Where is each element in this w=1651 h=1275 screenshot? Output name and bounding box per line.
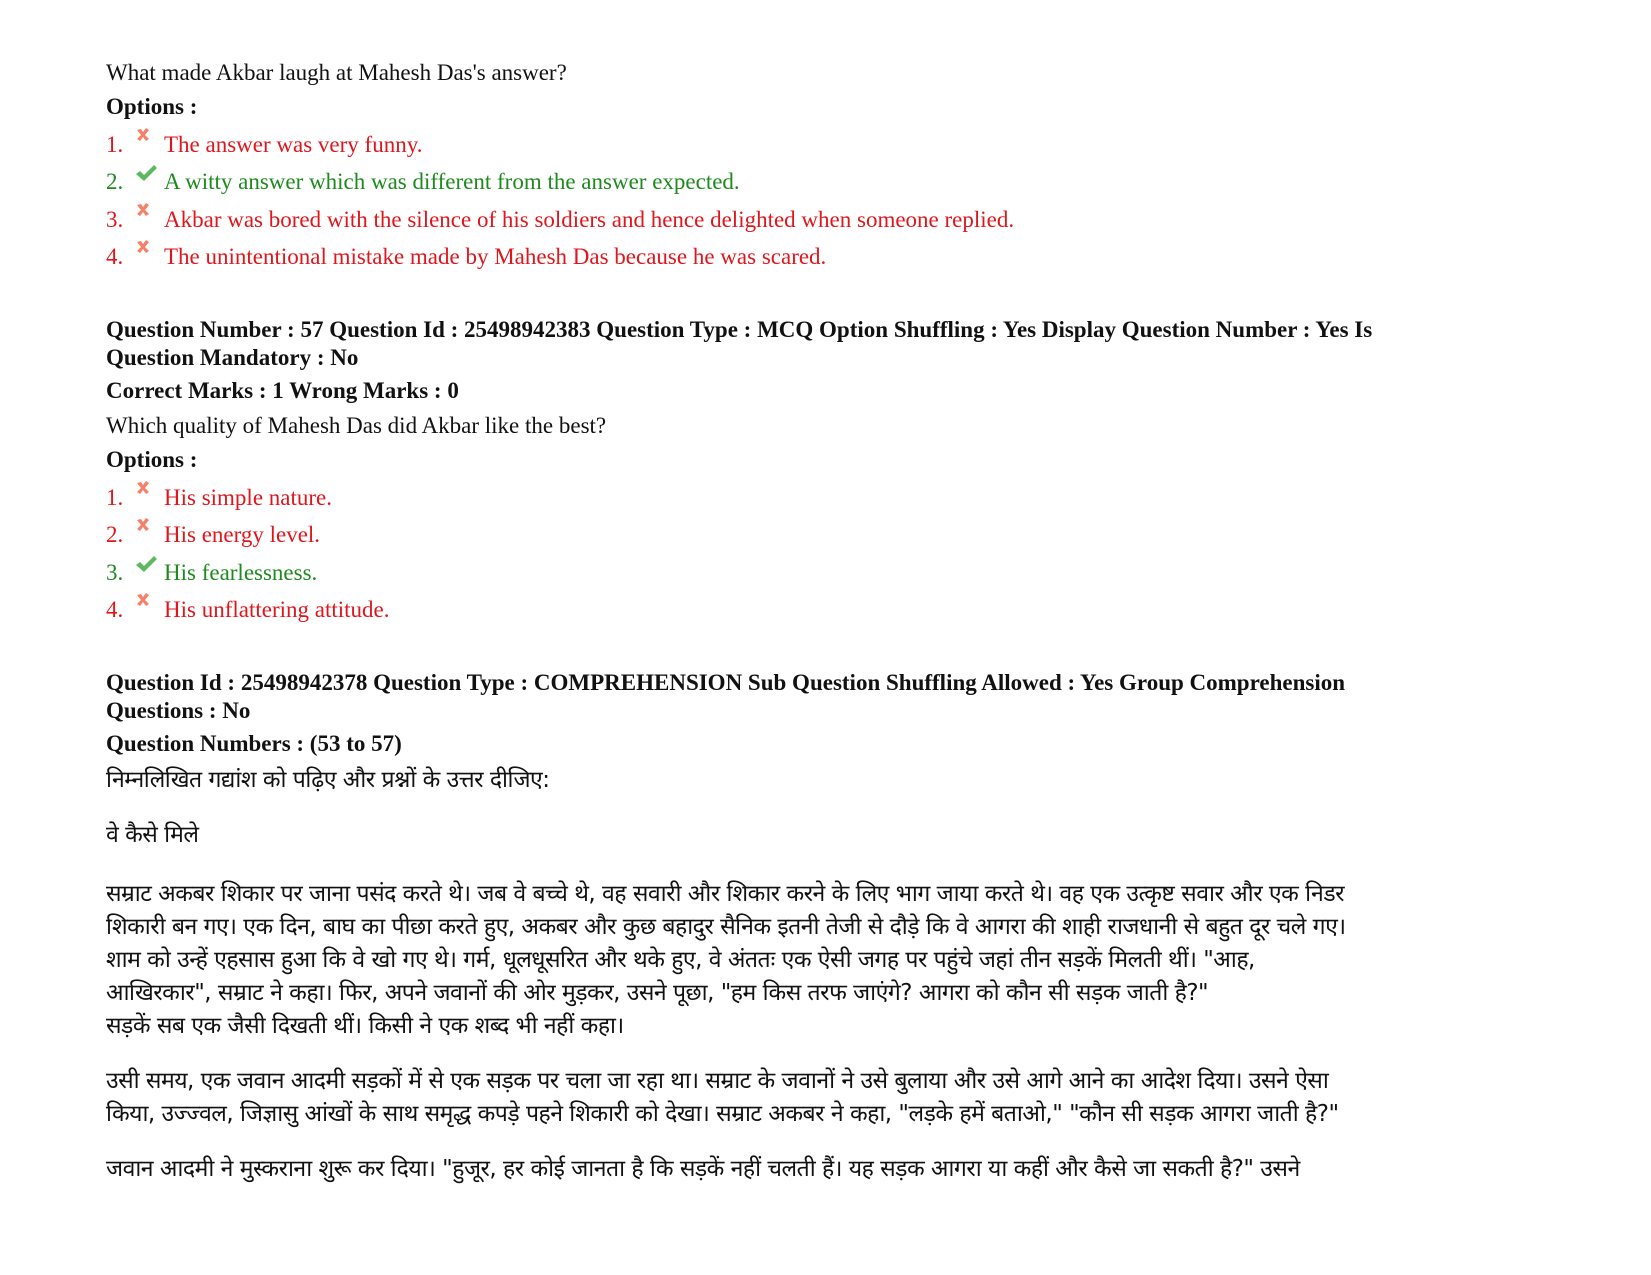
cross-icon (134, 130, 164, 160)
question-57-text: Which quality of Mahesh Das did Akbar like the best? (106, 413, 607, 438)
question-56-options-label: Options : (106, 94, 198, 119)
option-number: 3. (106, 206, 124, 232)
passage-paragraph-1 (106, 878, 1586, 1043)
question-57-options (106, 479, 1586, 629)
question-57-meta (106, 316, 1586, 372)
passage-paragraph-1-line-3: शाम को उन्हें एहसास हुआ कि वे खो गए थे। गर्म, धूलधूसरित और थके हुए, वे अंततः एक ऐसी जगह पर पहुंचे जहां तीन सड़कें मिलती थीं। "आह, (106, 947, 1255, 973)
question-57-meta-line1: Question Number : 57 Question Id : 25498942383 Question Type : MCQ Option Shuffling : Yes Display Question Number : Yes Is (106, 317, 1373, 342)
question-57-option-1 (106, 479, 1586, 517)
option-text: His unflattering attitude. (164, 597, 390, 623)
option-number: 2. (106, 522, 124, 548)
option-number: 1. (106, 131, 124, 157)
question-57-option-3 (106, 554, 1586, 592)
question-57-option-4 (106, 592, 1586, 630)
option-number: 2. (106, 169, 124, 195)
option-text: His energy level. (164, 522, 321, 548)
question-56-text: What made Akbar laugh at Mahesh Das's answer? (106, 60, 567, 85)
question-57-option-2 (106, 517, 1586, 555)
question-57-marks: Correct Marks : 1 Wrong Marks : 0 (106, 378, 459, 403)
cross-icon (134, 205, 164, 235)
comprehension-meta-line1: Question Id : 25498942378 Question Type : COMPREHENSION Sub Question Shuffling Allowed : Yes Group Comprehension (106, 670, 1346, 695)
comprehension-meta (106, 669, 1586, 725)
question-paper-page (106, 58, 1586, 1186)
passage-paragraph-2-line-2: किया, उज्ज्वल, जिज्ञासु आंखों के साथ समृद्ध कपड़े पहने शिकारी को देखा। सम्राट अकबर ने कहा, "लड़के हमें बताओ," "कौन सी सड़क आगरा जाती है?" (106, 1101, 1339, 1127)
question-56-block (106, 58, 1586, 276)
question-56-options (106, 126, 1586, 276)
question-57-meta-line2: Question Mandatory : No (106, 345, 359, 370)
cross-icon (134, 242, 164, 272)
option-text: The unintentional mistake made by Mahesh Das because he was scared. (164, 244, 827, 270)
comprehension-block (106, 669, 1586, 1186)
question-57-block (106, 316, 1586, 629)
option-text: The answer was very funny. (164, 131, 423, 157)
option-number: 3. (106, 559, 124, 585)
option-text: A witty answer which was different from the answer expected. (164, 169, 740, 195)
cross-icon (134, 483, 164, 513)
checkmark-icon (134, 558, 164, 588)
comprehension-instruction: निम्नलिखित गद्यांश को पढ़िए और प्रश्नों के उत्तर दीजिए: (106, 767, 550, 793)
passage-paragraph-1-line-4: आखिरकार", सम्राट ने कहा। फिर, अपने जवानों की ओर मुड़कर, उसने पूछा, "हम किस तरफ जाएंगे? आगरा को कौन सी सड़क जाती है?" (106, 980, 1209, 1006)
comprehension-meta-line2: Questions : No (106, 698, 251, 723)
cross-icon (134, 595, 164, 625)
passage-paragraph-1-line-5: सड़कें सब एक जैसी दिखती थीं। किसी ने एक शब्द भी नहीं कहा। (106, 1013, 624, 1039)
question-56-option-4 (106, 239, 1586, 277)
passage-paragraph-3-line-1: जवान आदमी ने मुस्कराना शुरू कर दिया। "हुजूर, हर कोई जानता है कि सड़कें नहीं चलती हैं। यह सड़क आगरा या कहीं और कैसे जा सकती है?" उसने (106, 1156, 1300, 1182)
passage-paragraph-3 (106, 1153, 1586, 1186)
question-57-options-label: Options : (106, 447, 198, 472)
option-number: 4. (106, 597, 124, 623)
option-text: His simple nature. (164, 484, 332, 510)
cross-icon (134, 520, 164, 550)
passage-paragraph-2-line-1: उसी समय, एक जवान आदमी सड़कों में से एक सड़क पर चला जा रहा था। सम्राट के जवानों ने उसे बुलाया और उसे आगे आने का आदेश दिया। उसने ऐसा (106, 1068, 1329, 1094)
passage-paragraph-2 (106, 1065, 1586, 1131)
comprehension-question-numbers: Question Numbers : (53 to 57) (106, 731, 402, 756)
question-56-option-3 (106, 201, 1586, 239)
question-56-option-2 (106, 164, 1586, 202)
passage-title: वे कैसे मिले (106, 822, 199, 848)
option-number: 1. (106, 484, 124, 510)
passage-paragraph-1-line-2: शिकारी बन गए। एक दिन, बाघ का पीछा करते हुए, अकबर और कुछ बहादुर सैनिक इतनी तेजी से दौड़े कि वे आगरा की शाही राजधानी से बहुत दूर चले गए। (106, 914, 1346, 940)
checkmark-icon (134, 167, 164, 197)
option-text: Akbar was bored with the silence of his soldiers and hence delighted when someone replied. (164, 206, 1015, 232)
option-number: 4. (106, 244, 124, 270)
option-text: His fearlessness. (164, 559, 318, 585)
passage-paragraph-1-line-1: सम्राट अकबर शिकार पर जाना पसंद करते थे। जब वे बच्चे थे, वह सवारी और शिकार करने के लिए भाग जाया करते थे। वह एक उत्कृष्ट सवार और एक निडर (106, 881, 1345, 907)
question-56-option-1 (106, 126, 1586, 164)
